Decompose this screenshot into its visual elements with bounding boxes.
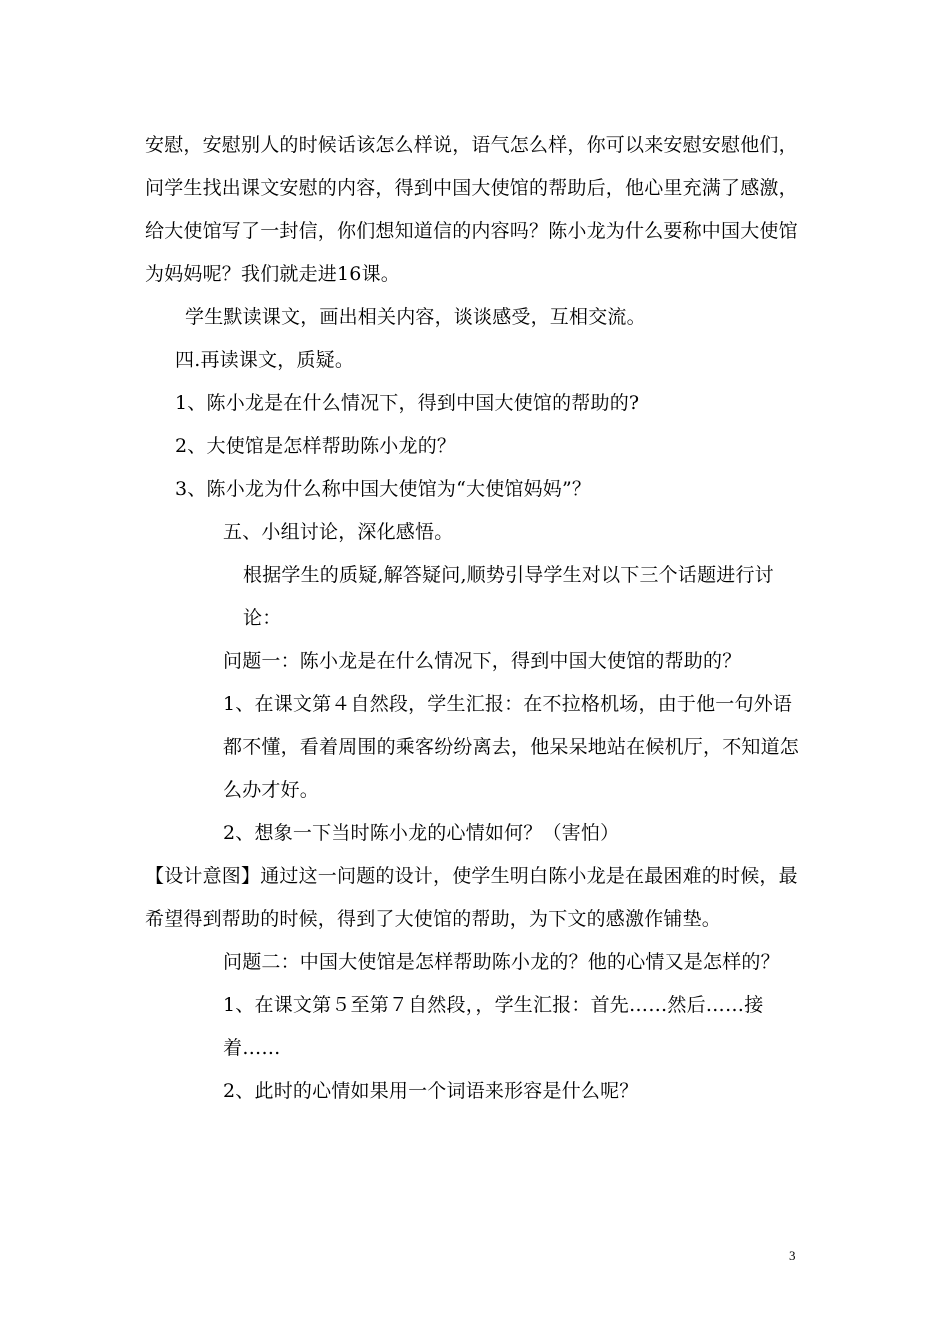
problem-two-answer-2: 2、此时的心情如果用一个词语来形容是什么呢？ <box>223 1080 639 1102</box>
problem-two-heading: 问题二：中国大使馆是怎样帮助陈小龙的？他的心情又是怎样的？ <box>223 951 780 973</box>
problem-two-answer-1: 1、在课文第５至第７自然段，，学生汇报：首先……然后……接着…… <box>223 994 764 1059</box>
document-body <box>145 124 810 1113</box>
section-heading-five: 五、小组讨论，深化感悟。 <box>223 521 454 543</box>
problem-one-heading: 问题一：陈小龙是在什么情况下，得到中国大使馆的帮助的？ <box>223 650 742 672</box>
question-item-3: 3、陈小龙为什么称中国大使馆为“大使馆妈妈”？ <box>175 478 592 500</box>
problem-one-answer-1: 1、在课文第４自然段，学生汇报：在不拉格机场，由于他一句外语都不懂，看着周围的乘客纷纷离去，他呆呆地站在候机厅，不知道怎么办才好。 <box>223 693 800 801</box>
paragraph-intro: 安慰，安慰别人的时候话该怎么样说，语气怎么样，你可以来安慰安慰他们，问学生找出课文安慰的内容，得到中国大使馆的帮助后，他心里充满了感激，给大使馆写了一封信，你们想知道信的内容吗？陈小龙为什么要称中国大使馆为妈妈呢？我们就走进16课。 <box>145 134 798 285</box>
question-item-1: 1、陈小龙是在什么情况下，得到中国大使馆的帮助的? <box>175 392 640 414</box>
section-heading-four: 四.再读课文，质疑。 <box>175 349 355 371</box>
paragraph-silent-reading: 学生默读课文，画出相关内容，谈谈感受，互相交流。 <box>185 306 646 328</box>
design-intent-paragraph: 【设计意图】通过这一问题的设计，使学生明白陈小龙是在最困难的时候，最希望得到帮助的时候，得到了大使馆的帮助，为下文的感激作铺垫。 <box>145 865 798 930</box>
question-item-2: 2、大使馆是怎样帮助陈小龙的？ <box>175 435 457 457</box>
problem-one-answer-2: 2、想象一下当时陈小龙的心情如何？（害怕） <box>223 822 620 844</box>
paragraph-discussion-intro: 根据学生的质疑,解答疑问,顺势引导学生对以下三个话题进行讨论： <box>243 564 774 629</box>
page-number: 3 <box>789 1248 796 1263</box>
